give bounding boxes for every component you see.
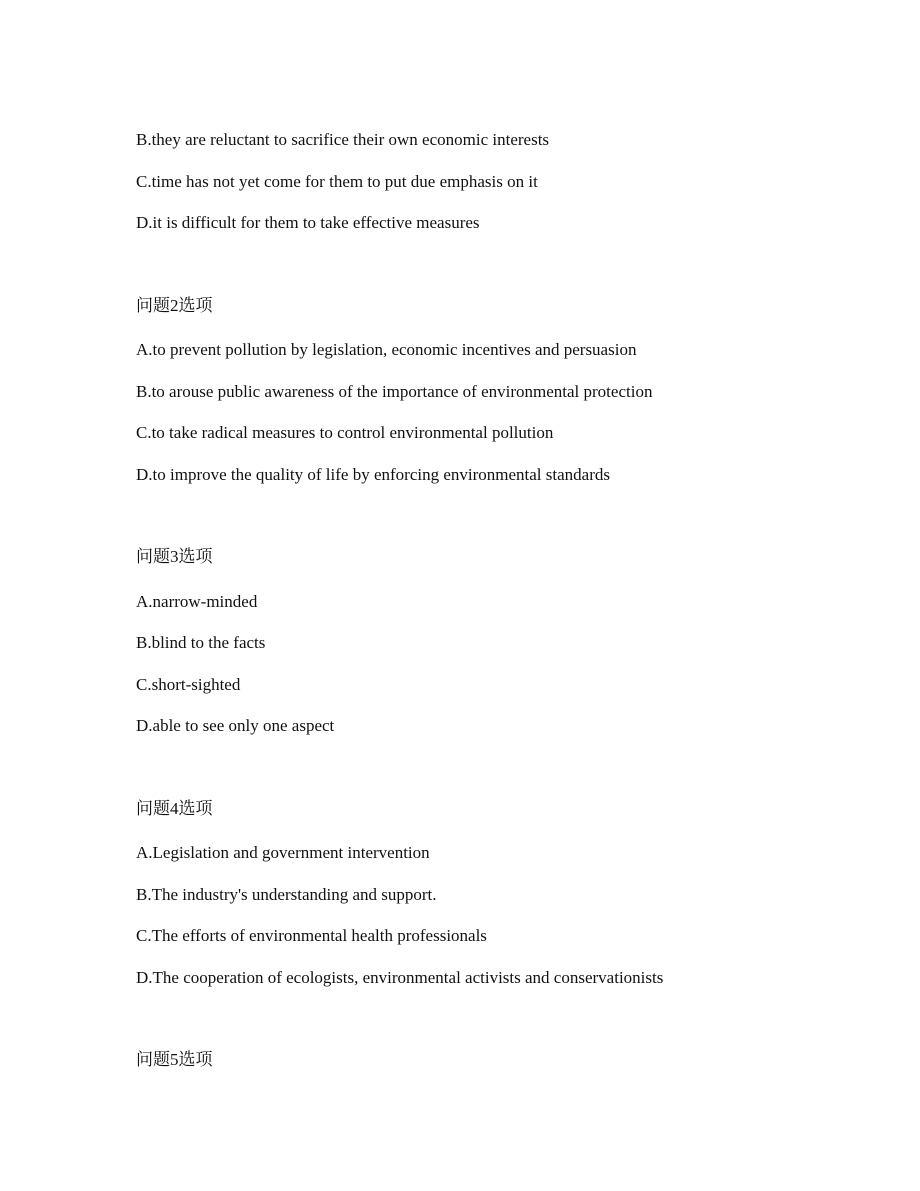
question-4-heading: 问题4选项 (136, 799, 213, 818)
option-d-q1: D.it is difficult for them to take effective measures (136, 213, 480, 232)
option-c-q4: C.The efforts of environmental health professionals (136, 926, 487, 945)
option-d-q4: D.The cooperation of ecologists, environmental activists and conservationists (136, 968, 664, 987)
option-a-q4: A.Legislation and government intervention (136, 843, 430, 862)
option-a-q3: A.narrow-minded (136, 592, 258, 611)
option-c-q1: C.time has not yet come for them to put due emphasis on it (136, 172, 538, 191)
question-5-heading: 问题5选项 (136, 1050, 213, 1069)
option-b-q1: B.they are reluctant to sacrifice their own economic interests (136, 130, 550, 149)
option-d-q2: D.to improve the quality of life by enforcing environmental standards (136, 465, 610, 484)
question-2-heading: 问题2选项 (136, 296, 213, 315)
option-b-q3: B.blind to the facts (136, 633, 266, 652)
option-d-q3: D.able to see only one aspect (136, 716, 335, 735)
option-a-q2: A.to prevent pollution by legislation, economic incentives and persuasion (136, 340, 637, 359)
option-c-q2: C.to take radical measures to control environmental pollution (136, 423, 554, 442)
option-b-q2: B.to arouse public awareness of the importance of environmental protection (136, 382, 653, 401)
option-b-q4: B.The industry's understanding and support. (136, 885, 437, 904)
question-3-heading: 问题3选项 (136, 547, 213, 566)
option-c-q3: C.short-sighted (136, 675, 241, 694)
